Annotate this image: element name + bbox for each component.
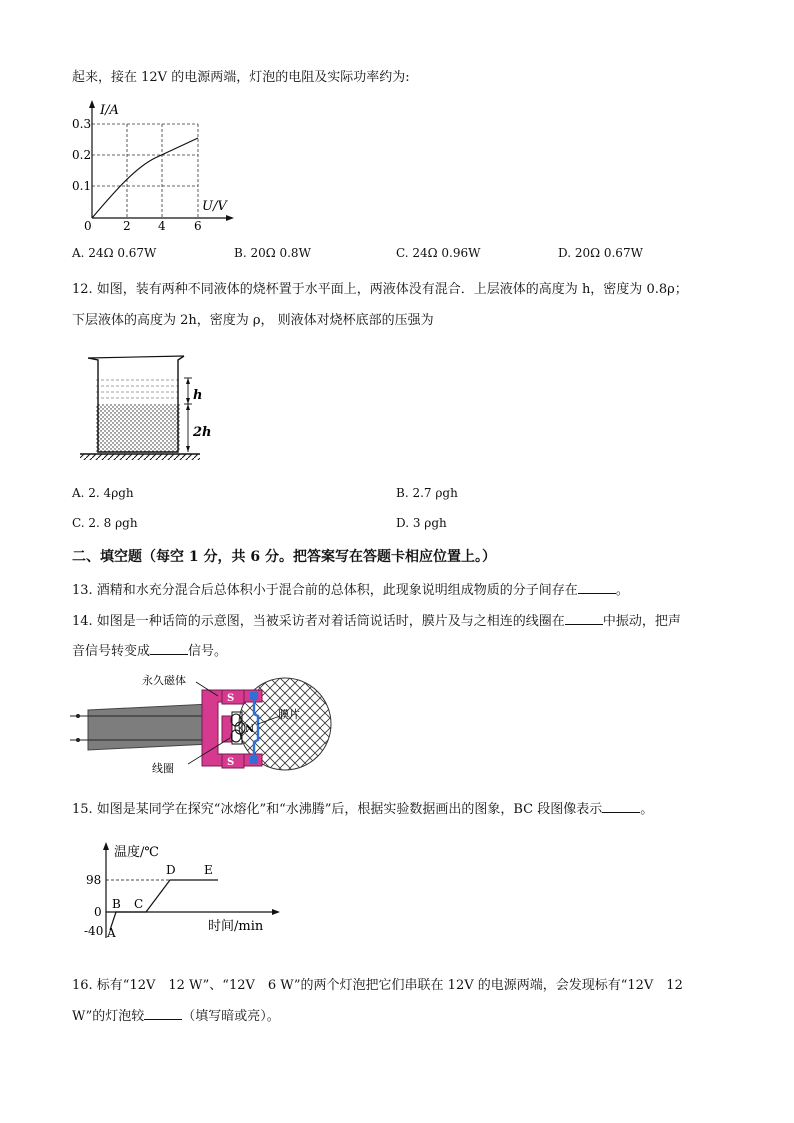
q15-blank[interactable] bbox=[602, 800, 640, 813]
q12-stem-line2: 下层液体的高度为 2h，密度为 ρ， 则液体对烧杯底部的压强为 bbox=[72, 313, 434, 328]
q12-option-a: A. 2. 4ρgh bbox=[72, 486, 134, 500]
q14-label-magnet: 永久磁体 bbox=[142, 674, 186, 687]
q15-point-e: E bbox=[204, 863, 213, 877]
q11-x-axis-label: U/V bbox=[202, 199, 227, 214]
q15-point-c: C bbox=[134, 897, 144, 911]
q15-y-tick-98: 98 bbox=[86, 873, 102, 887]
q14-label-s-bottom: S bbox=[227, 757, 235, 768]
q15-point-b: B bbox=[112, 897, 121, 911]
q15-x-axis-label: 时间/min bbox=[208, 919, 264, 934]
q15-y-tick-neg40: -40 bbox=[84, 924, 104, 938]
q15-temperature-graph bbox=[80, 838, 290, 944]
section-2-heading: 二、填空题（每空 1 分，共 6 分。把答案写在答题卡相应位置上。） bbox=[72, 549, 496, 565]
q15-point-a: A bbox=[107, 926, 116, 940]
q11-option-c: C. 24Ω 0.96W bbox=[396, 246, 481, 260]
q14-text-2b: 信号。 bbox=[188, 644, 228, 659]
q13-stem bbox=[72, 579, 629, 598]
q11-y-tick-02: 0.2 bbox=[72, 148, 92, 162]
q16-text-2b: （填写暗或亮）。 bbox=[182, 1009, 280, 1024]
q14-text-2a: 音信号转变成 bbox=[72, 644, 151, 659]
q13-text: 13. 酒精和水充分混合后总体积小于混合前的总体积，此现象说明组成物质的分子间存在 bbox=[72, 583, 578, 598]
q11-option-b: B. 20Ω 0.8W bbox=[234, 246, 311, 260]
q14-label-coil: 线圈 bbox=[152, 762, 174, 775]
q12-option-b: B. 2.7 ρgh bbox=[396, 486, 458, 500]
q15-tail: 。 bbox=[640, 802, 654, 817]
q11-y-axis-label: I/A bbox=[100, 103, 119, 118]
q14-blank-2[interactable] bbox=[150, 642, 188, 655]
q12-stem-line1: 12. 如图，装有两种不同液体的烧杯置于水平面上，两液体没有混合．上层液体的高度为 h，密度为 0.8ρ； bbox=[72, 282, 688, 297]
q12-beaker-figure bbox=[80, 350, 230, 465]
q11-option-a: A. 24Ω 0.67W bbox=[72, 246, 157, 260]
q11-y-tick-03: 0.3 bbox=[72, 117, 92, 131]
q11-x-tick-2: 2 bbox=[123, 219, 131, 233]
q14-label-s-top: S bbox=[227, 693, 235, 704]
q11-x-tick-4: 4 bbox=[158, 219, 166, 233]
q11-y-tick-01: 0.1 bbox=[72, 179, 92, 193]
q16-stem-line1: 16. 标有“12V 12 W”、“12V 6 W”的两个灯泡把它们串联在 12V 的电源两端，会发现标有“12V 12 bbox=[72, 978, 683, 993]
q11-x-tick-6: 6 bbox=[194, 219, 202, 233]
q16-stem-line2 bbox=[72, 1005, 280, 1024]
q14-stem-line2 bbox=[72, 640, 227, 659]
q16-text-2a: W”的灯泡较 bbox=[72, 1009, 145, 1024]
q14-microphone-figure bbox=[70, 668, 332, 780]
q14-blank-1[interactable] bbox=[565, 612, 603, 625]
q12-option-c: C. 2. 8 ρgh bbox=[72, 516, 138, 530]
q15-stem bbox=[72, 798, 653, 817]
q15-point-d: D bbox=[166, 863, 176, 877]
q12-label-h: h bbox=[193, 388, 203, 403]
q15-y-tick-0: 0 bbox=[94, 905, 102, 919]
q11-stem: 起来，接在 12V 的电源两端，灯泡的电阻及实际功率约为: bbox=[72, 70, 410, 85]
q11-iu-graph bbox=[70, 96, 240, 236]
q16-blank[interactable] bbox=[144, 1007, 182, 1020]
q12-option-d: D. 3 ρgh bbox=[396, 516, 447, 530]
q13-tail: 。 bbox=[615, 583, 629, 598]
q14-text-1b: 中振动，把声 bbox=[602, 614, 681, 629]
q14-text-1a: 14. 如图是一种话筒的示意图，当被采访者对着话筒说话时，膜片及与之相连的线圈在 bbox=[72, 614, 565, 629]
q13-blank[interactable] bbox=[578, 581, 616, 594]
q14-stem-line1 bbox=[72, 610, 681, 629]
q15-text: 15. 如图是某同学在探究“冰熔化”和“水沸腾”后，根据实验数据画出的图象，BC 段图像表示 bbox=[72, 802, 603, 817]
q15-y-axis-label: 温度/℃ bbox=[114, 845, 159, 860]
q12-label-2h: 2h bbox=[193, 425, 212, 440]
q11-option-d: D. 20Ω 0.67W bbox=[558, 246, 643, 260]
q14-label-membrane: 膜片 bbox=[278, 708, 300, 721]
q11-x-tick-0: 0 bbox=[84, 219, 92, 233]
q14-label-n: N bbox=[245, 724, 255, 735]
